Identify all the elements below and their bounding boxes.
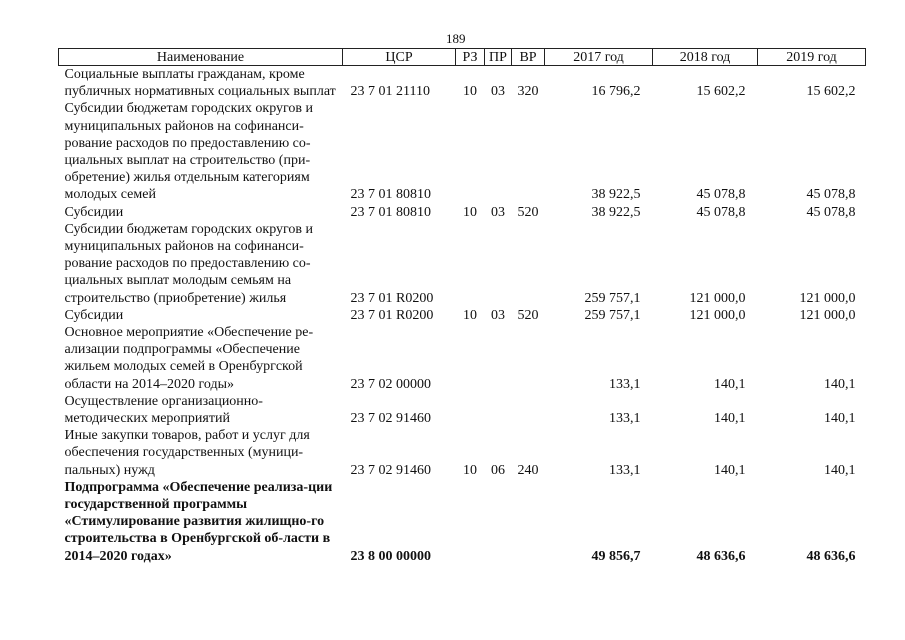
cell-name: Иные закупки товаров, работ и услуг для обеспечения государственных (муници-пальных) нужд [64, 428, 310, 478]
cell-2019: 140,1 [824, 411, 856, 427]
cell-rz: 10 [463, 204, 477, 220]
cell-csr: 23 7 01 21110 [350, 84, 430, 100]
table-row [59, 100, 866, 203]
header-name: Наименование [59, 49, 343, 66]
cell-pr [485, 221, 512, 307]
cell-rz [456, 393, 485, 427]
cell-pr: 03 [491, 84, 505, 100]
header-2018: 2018 год [653, 49, 758, 66]
cell-rz [456, 221, 485, 307]
cell-vr [512, 100, 545, 203]
table-row [59, 479, 866, 565]
cell-2018: 140,1 [714, 411, 746, 427]
cell-rz: 10 [463, 462, 477, 478]
cell-2019: 121 000,0 [799, 290, 856, 306]
cell-2019: 140,1 [824, 376, 856, 392]
header-2019: 2019 год [758, 49, 866, 66]
cell-rz: 10 [463, 84, 477, 100]
cell-2018: 121 000,0 [689, 290, 746, 306]
header-vr: ВР [512, 49, 545, 66]
header-2017: 2017 год [545, 49, 653, 66]
table-row [59, 221, 866, 307]
cell-2017: 16 796,2 [591, 84, 641, 100]
cell-rz [456, 479, 485, 565]
cell-pr [485, 100, 512, 203]
cell-pr [485, 324, 512, 393]
cell-pr: 03 [491, 204, 505, 220]
cell-name: Субсидии [64, 204, 124, 220]
cell-vr: 520 [517, 307, 539, 323]
cell-name: Социальные выплаты гражданам, кроме публичных нормативных социальных выплат [64, 67, 336, 100]
cell-pr [485, 479, 512, 565]
cell-vr [512, 324, 545, 393]
cell-pr: 06 [491, 462, 505, 478]
cell-2018: 48 636,6 [696, 548, 746, 564]
cell-2017: 38 922,5 [591, 187, 641, 203]
cell-name: Субсидии бюджетам городских округов и муниципальных районов на софинанси-рование расходов по предоставлению со-циальных выплат молодым семьям на строительство (приобретение) жилья [64, 221, 314, 306]
page-number: 189 [446, 31, 466, 46]
cell-2018: 140,1 [714, 376, 746, 392]
cell-name: Осуществление организационно-методических мероприятий [64, 393, 263, 427]
table-row [59, 66, 866, 101]
cell-csr: 23 7 01 80810 [350, 187, 431, 203]
cell-csr: 23 7 01 R0200 [350, 290, 434, 306]
cell-2019: 140,1 [824, 462, 856, 478]
cell-csr: 23 7 02 00000 [350, 376, 431, 392]
cell-csr: 23 7 01 80810 [350, 204, 431, 220]
cell-vr [512, 221, 545, 307]
cell-2017: 38 922,5 [591, 204, 641, 220]
cell-vr [512, 393, 545, 427]
cell-name: Подпрограмма «Обеспечение реализа-ции государственной программы «Стимулирование развития жилищно-го строительства в Оренбургской об-ласти в 2014–2020 годах» [64, 479, 333, 564]
cell-pr [485, 393, 512, 427]
table-header-row [59, 49, 866, 66]
cell-vr: 320 [517, 84, 539, 100]
cell-2018: 140,1 [714, 462, 746, 478]
table-row [59, 393, 866, 427]
cell-name: Субсидии бюджетам городских округов и муниципальных районов на софинанси-рование расходов по предоставлению со-циальных выплат на строительство (при-обретение) жилья отдельным категориям молодых семей [64, 101, 314, 203]
cell-2018: 15 602,2 [696, 84, 746, 100]
cell-name: Субсидии [64, 307, 124, 323]
table-row [59, 204, 866, 221]
cell-2019: 45 078,8 [806, 187, 856, 203]
cell-csr: 23 7 02 91460 [350, 411, 431, 427]
cell-2019: 15 602,2 [806, 84, 856, 100]
cell-2017: 259 757,1 [584, 290, 641, 306]
header-pr: ПР [485, 49, 512, 66]
table-row [59, 324, 866, 393]
cell-rz [456, 100, 485, 203]
cell-csr: 23 7 01 R0200 [350, 307, 434, 323]
cell-vr [512, 479, 545, 565]
cell-2019: 48 636,6 [806, 548, 856, 564]
table-row [59, 307, 866, 324]
cell-csr: 23 8 00 00000 [350, 548, 431, 564]
cell-2017: 133,1 [609, 462, 641, 478]
cell-rz: 10 [463, 307, 477, 323]
cell-2019: 121 000,0 [799, 307, 856, 323]
cell-2017: 259 757,1 [584, 307, 641, 323]
cell-2018: 45 078,8 [696, 187, 746, 203]
cell-2017: 133,1 [609, 411, 641, 427]
cell-2018: 121 000,0 [689, 307, 746, 323]
cell-csr: 23 7 02 91460 [350, 462, 431, 478]
header-rz: РЗ [456, 49, 485, 66]
header-csr: ЦСР [343, 49, 456, 66]
cell-rz [456, 324, 485, 393]
cell-2017: 133,1 [609, 376, 641, 392]
table-row [59, 427, 866, 479]
budget-table [58, 48, 866, 565]
cell-2018: 45 078,8 [696, 204, 746, 220]
cell-2019: 45 078,8 [806, 204, 856, 220]
cell-2017: 49 856,7 [591, 548, 641, 564]
cell-name: Основное мероприятие «Обеспечение ре-ализации подпрограммы «Обеспечение жильем молодых семей в Оренбургской области на 2014–2020 годы» [64, 325, 314, 392]
cell-vr: 520 [517, 204, 539, 220]
cell-pr: 03 [491, 307, 505, 323]
cell-vr: 240 [517, 462, 539, 478]
